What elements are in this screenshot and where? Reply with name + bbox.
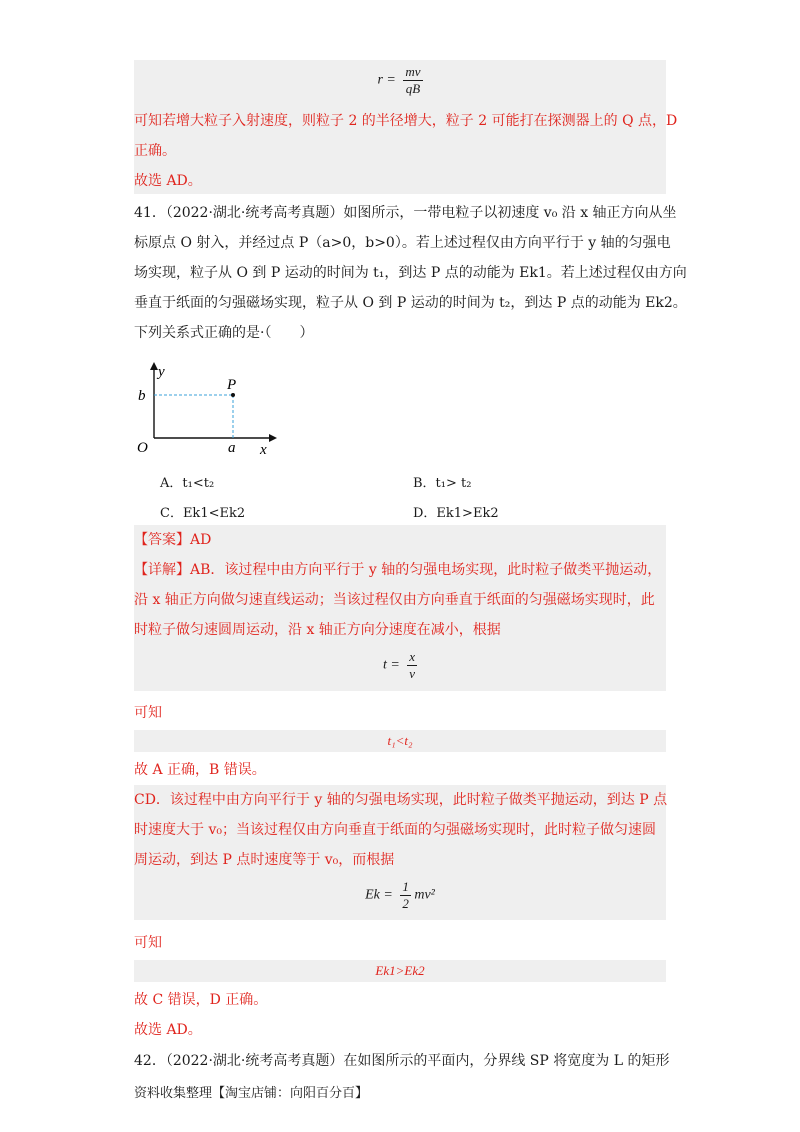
time-formula: t = $\frac{x}{v}$: [382, 649, 416, 681]
answer-line: 【答案】AD: [134, 532, 212, 548]
top-text-line-2: 正确。: [134, 143, 176, 159]
cd-line-1: CD．该过程中由方向平行于 y 轴的匀强电场实现，此时粒子做类平抛运动，到达 P 点: [134, 792, 668, 808]
q41-line-1: 41．（2022·湖北·统考高考真题）如图所示，一带电粒子以初速度 v₀ 沿 x 轴正方向从坐: [134, 205, 677, 221]
formula-denominator: qB: [405, 81, 421, 96]
kezhi-2: 可知: [134, 935, 162, 951]
relation-1: t₁<t₂: [134, 730, 666, 752]
coordinate-figure: [134, 360, 284, 460]
radius-formula: r = $\frac{mv}{qB}$: [377, 64, 421, 96]
a-label: a: [228, 440, 236, 456]
y-axis-label: y: [158, 364, 165, 380]
top-text-line-1: 可知若增大粒子入射速度，则粒子 2 的半径增大，粒子 2 可能打在探测器上的 Q 点，D: [134, 113, 678, 129]
question-41: [134, 198, 687, 348]
cd-block: [134, 785, 666, 920]
top-text-line-3: 故选 AD。: [134, 173, 202, 189]
cd-line-2: 时速度大于 v₀；当该过程仅由方向垂直于纸面的匀强磁场实现时，此时粒子做匀速圆: [134, 822, 656, 838]
footer: 资料收集整理【淘宝店铺：向阳百分百】: [134, 1086, 369, 1101]
relation-2: Ek1>Ek2: [134, 960, 666, 982]
q41-line-4: 垂直于纸面的匀强磁场实现，粒子从 O 到 P 运动的时间为 t₂，到达 P 点的动能为 Ek2。: [134, 295, 687, 311]
cd-line-3: 周运动，到达 P 点时速度等于 v₀，而根据: [134, 852, 395, 868]
conclusion-2: 故 C 错误，D 正确。 故选 AD。: [134, 985, 666, 1045]
q41-line-3: 场实现，粒子从 O 到 P 运动的时间为 t₁，到达 P 点的动能为 Ek1。若上述过程仅由方向: [134, 265, 687, 281]
q42-line-1: 42．（2022·湖北·统考高考真题）在如图所示的平面内，分界线 SP 将宽度为 L 的矩形: [134, 1053, 670, 1069]
detail-line-1: 【详解】AB．该过程中由方向平行于 y 轴的匀强电场实现，此时粒子做类平抛运动，: [134, 562, 662, 578]
conclusion-1: 故 A 正确，B 错误。: [134, 762, 266, 778]
option-b[interactable]: B．t₁> t₂: [413, 476, 472, 491]
q41-line-2: 标原点 O 射入，并经过点 P（a>0，b>0）。若上述过程仅由方向平行于 y 轴的匀强电: [134, 235, 671, 251]
kinetic-energy-formula: Ek = $\frac{1}{2}$ mv²: [365, 879, 435, 911]
detail-line-3: 时粒子做匀速圆周运动，沿 x 轴正方向分速度在减小，根据: [134, 622, 501, 638]
formula-numerator: mv: [405, 64, 421, 79]
point-p-label: P: [227, 377, 237, 393]
kezhi-1: 可知: [134, 705, 162, 721]
detail-line-2: 沿 x 轴正方向做匀速直线运动；当该过程仅由方向垂直于纸面的匀强磁场实现时，此: [134, 592, 655, 608]
top-solution-block: [134, 60, 678, 194]
question-42: [134, 1046, 670, 1076]
origin-label: O: [137, 440, 148, 456]
option-c[interactable]: C．Ek1<Ek2: [160, 506, 246, 521]
option-a[interactable]: A．t₁<t₂: [160, 476, 215, 491]
q41-line-5: 下列关系式正确的是·（ ）: [134, 325, 314, 341]
x-axis-label: x: [260, 442, 267, 458]
option-d[interactable]: D．Ek1>Ek2: [413, 506, 499, 521]
final-answer: 故选 AD。: [134, 1022, 202, 1038]
b-label: b: [138, 388, 146, 404]
answer-block: [134, 525, 666, 691]
